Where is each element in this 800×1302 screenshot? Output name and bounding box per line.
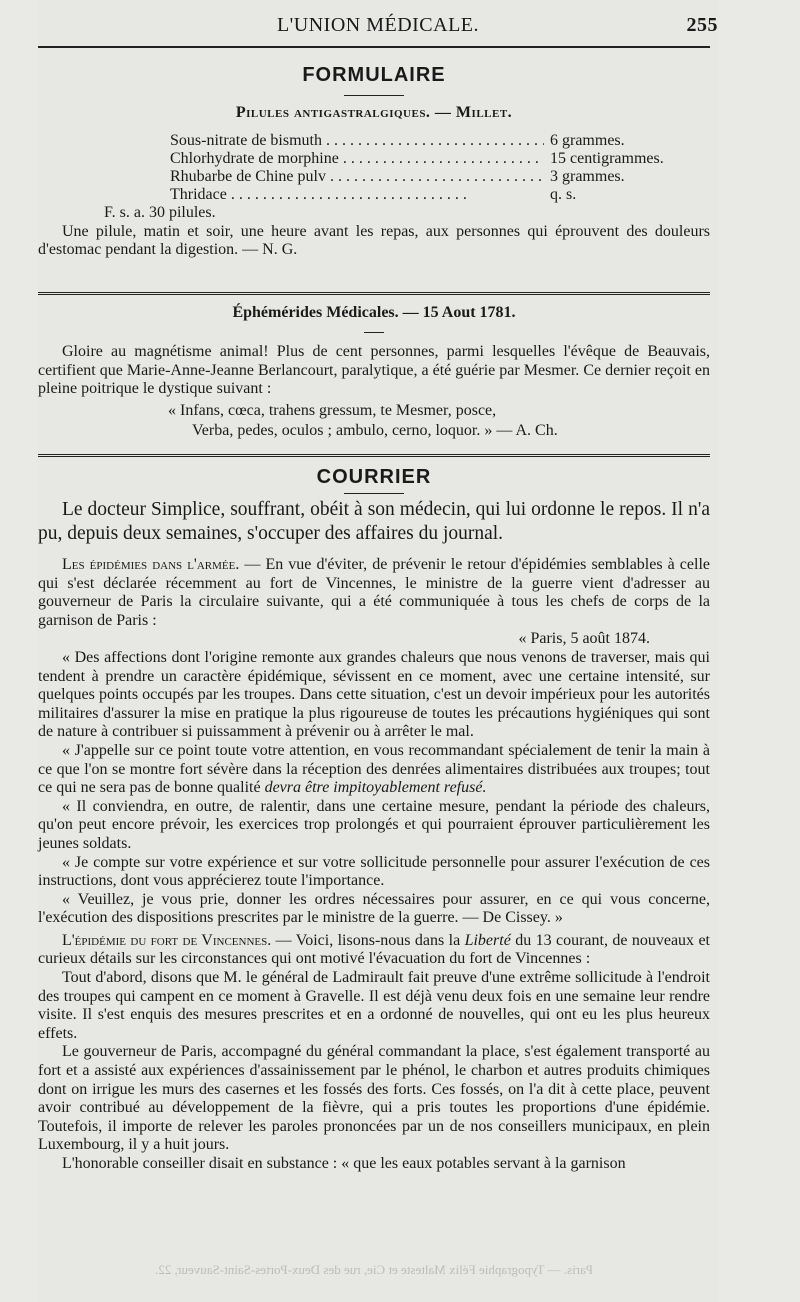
fsa-line: F. s. a. 30 pilules. [104,204,216,221]
page-number: 255 [686,14,718,36]
dateline: « Paris, 5 août 1874. [518,630,650,648]
ephemerides-section [38,304,710,441]
courrier-section [38,466,710,1174]
heading-dash [344,95,404,96]
heading-dash [364,332,384,333]
ephemerides-text: Gloire au magnétisme animal! Plus de cent personnes, parmi lesquelles l'évêque de Beauvais, certifient que Marie-Anne-Jeanne Berlancourt, paralytique, a été guérie par Mesmer. Ce dernier reçoit en pleine poitrique le dystique suivant : [38,343,710,398]
epidemies-paragraph: Les épidémies dans l'armée. — En vue d'éviter, de prévenir le retour d'épidémies semblables à celle qui s'est déclarée récemment au fort de Vincennes, le ministre de la guerre vient d'adresser au gouverneur de Paris la circulaire suivante, qui a été communiquée à tous les chefs de corps de la garnison de Paris : [38,556,711,629]
usage-text: Une pilule, matin et soir, une heure avant les repas, aux personnes qui éprouvent des douleurs d'estomac pendant la digestion. — N. G. [38,222,710,259]
circular-paragraph: « Des affections dont l'origine remonte aux grandes chaleurs que nous venons de traverser, mais qui tendent à prendre un caractère épidémique, sévissent en ce moment, avec une certaine intensité, sur quelques points occupés par les troupes. Dans cette situation, c'est un devoir impérieux pour les autorités militaires d'assurer la mise en pratique la plus rigoureuse de toutes les précautions hygiéniques qui sont de nature à contribuer si puissamment à prévenir ou à arrêter le mal. [38,648,710,741]
ephemerides-heading: Éphémérides Médicales. — 15 Aout 1781. [232,304,516,321]
circular-paragraph: « Il conviendra, en outre, de ralentir, dans une certaine mesure, pendant la période des chaleurs, qu'on peut encore prévoir, les exercices trop prolongés et qui pourraient éprouver particulièrement les jeunes soldats. [38,797,710,852]
body-paragraph: L'honorable conseiller disait en substance : « que les eaux potables servant à la garnison [62,1155,626,1172]
ingredient-row: Rhubarbe de Chine pulv . . . 3 grammes. [170,168,640,186]
circular-paragraph: « Veuillez, je vous prie, donner les ordres nécessaires pour assurer, en ce qui vous concerne, l'exécution des dispositions prescrites par le ministre de la guerre. — De Cissey. » [38,890,710,927]
circular-paragraph: « Je compte sur votre expérience et sur votre sollicitude personnelle pour assurer l'exécution de ces instructions, dont vous apprécierez toute l'importance. [38,853,710,890]
heading-dash [344,493,404,494]
fort-lead: L'épidémie du fort de Vincennes. [62,931,272,949]
formulaire-heading: FORMULAIRE [302,64,446,86]
body-paragraph: Le gouverneur de Paris, accompagné du général commandant la place, s'est également transporté au fort et a assisté aux expériences d'assainissement par le phénol, le charbon et autres produits chimiques dont on irrigue les murs des casernes et les fossés des forts. Ces fossés, on l'a dit à cette place, peuvent avoir contribué au développement de la fièvre, qui a pris toutes les proportions d'une épidémie. Toutefois, il importe de relever les paroles prononcées par un de nos conseillers municipaux, en plein Luxembourg, il y a huit jours. [38,1043,710,1154]
courrier-intro: Le docteur Simplice, souffrant, obéit à son médecin, qui lui ordonne le repos. Il n'a pu, depuis deux semaines, s'occuper des affaires du journal. [38,499,710,544]
section-rule [38,454,710,457]
verse-line: « Infans, cœca, trahens gressum, te Mesmer, posce, [168,401,497,419]
ingredient-row: Sous-nitrate de bismuth . . . 6 grammes. [170,132,640,150]
header-rule [38,46,710,48]
verse-line: Verba, pedes, oculos ; ambulo, cerno, loquor. » — A. Ch. [192,421,558,439]
section-rule [38,292,710,295]
circular-paragraph: « J'appelle sur ce point toute votre attention, en vous recommandant spécialement de tenir la main à ce que l'on se montre fort sévère dans la réception des denrées alimentaires distribuées aux troupes; tout ce qui ne sera pas de bonne qualité devra être impitoyablement refusé. [38,741,710,797]
courrier-heading: COURRIER [316,466,432,488]
formulaire-section [38,64,710,260]
formulaire-subheading: Pilules antigastralgiques. — Millet. [235,104,513,121]
bleed-through-footer: Paris. — Typographie Félix Malteste et Cie, rue des Deux-Portes-Saint-Sauveur, 22. [154,1262,594,1277]
epidemies-lead: Les épidémies dans l'armée. [62,556,240,573]
ingredient-row: Chlorhydrate de morphine . . . 15 centigrammes. [170,150,640,168]
journal-title: L'UNION MÉDICALE. [276,14,480,36]
fort-paragraph: L'épidémie du fort de Vincennes. — Voici, lisons-nous dans la Liberté du 13 courant, de nouveaux et curieux détails sur les circonstances qui ont motivé l'évacuation du fort de Vincennes : [38,931,710,968]
body-paragraph: Tout d'abord, disons que M. le général de Ladmirault fait preuve d'une extrême sollicitude à l'endroit des troupes qui campent en ce moment à Gravelle. Il est déjà venu deux fois en une semaine leur rendre visite. Il s'est enquis des mesures prescrites et en a ordonné de nouvelles, qui ont eu les plus heureux effets. [38,969,710,1042]
running-head [38,10,718,40]
ingredient-row: Thridace . . . q. s. [170,186,640,204]
ingredient-list [38,132,710,204]
